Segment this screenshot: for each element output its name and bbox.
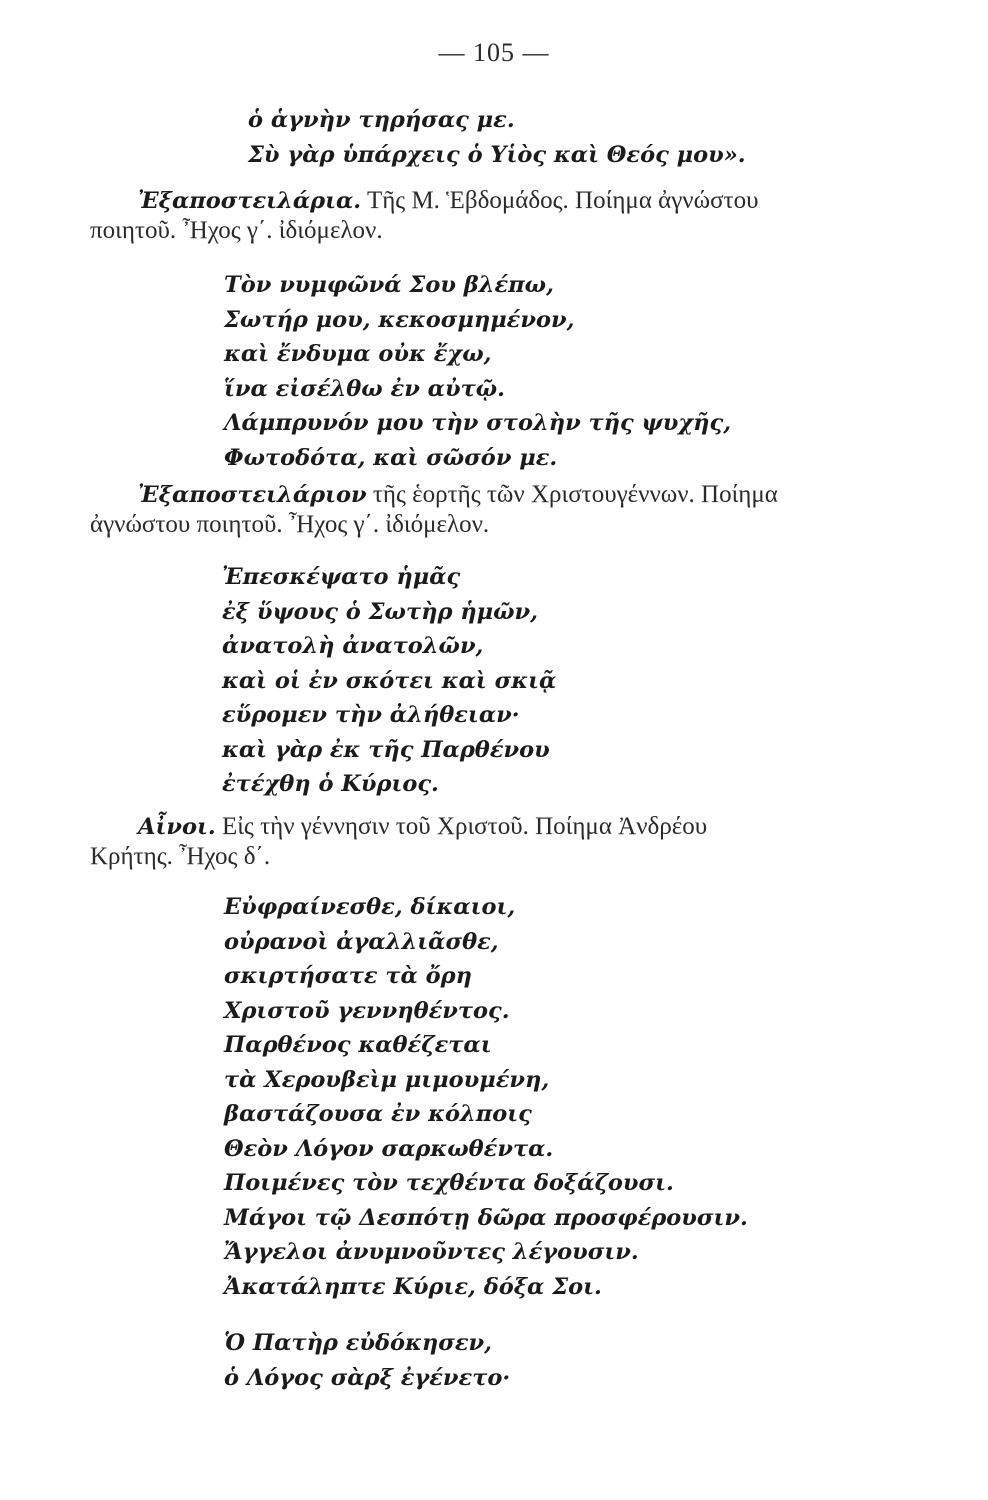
verse-line: Σὺ γὰρ ὑπάρχεις ὁ Υἱὸς καὶ Θεός μου». [248, 141, 746, 168]
verse-block-5 [224, 1326, 510, 1395]
verse-line: καὶ οἱ ἐν σκότει καὶ σκιᾷ [222, 667, 557, 694]
verse-line: Ἐπεσκέψατο ἡμᾶς [222, 564, 461, 590]
verse-line: ἐξ ὕψους ὁ Σωτὴρ ἡμῶν, [222, 598, 538, 625]
section-heading: Αἶνοι. [138, 814, 216, 840]
section-heading: Ἐξαποστειλάρια. [138, 188, 362, 214]
verse-line: Φωτοδότα, καὶ σῶσόν με. [224, 444, 558, 471]
verse-line: ὁ ἁγνὴν τηρήσας με. [248, 107, 515, 133]
verse-block-1 [248, 103, 746, 172]
verse-line: ἀνατολὴ ἀνατολῶν, [222, 633, 484, 659]
verse-line: Σωτήρ μου, κεκοσμημένον, [224, 306, 575, 333]
verse-line: ὁ Λόγος σὰρξ ἐγένετο· [224, 1364, 511, 1391]
verse-line: Μάγοι τῷ Δεσπότῃ δῶρα προσφέρουσιν. [224, 1204, 748, 1231]
paragraph-text: Εἰς τὴν γέννησιν τοῦ Χριστοῦ. Ποίημα Ἀνδρέου [215, 813, 708, 840]
verse-line: Χριστοῦ γεννηθέντος. [224, 997, 510, 1024]
paragraph-exaposteilarion [90, 480, 778, 540]
verse-line: σκιρτήσατε τὰ ὄρη [224, 963, 472, 989]
verse-line: βαστάζουσα ἐν κόλποις [224, 1101, 532, 1127]
verse-line: Ἄγγελοι ἀνυμνοῦντες λέγουσιν. [224, 1239, 639, 1265]
paragraph-text: Τῆς Μ. Ἑβδομάδος. Ποίημα ἀγνώστου [361, 187, 759, 214]
paragraph-text: τῆς ἑορτῆς τῶν Χριστουγέννων. Ποίημα [366, 481, 778, 508]
paragraph-line-1 [90, 480, 778, 510]
paragraph-line-1 [90, 812, 707, 842]
paragraph-line-2: ἀγνώστου ποιητοῦ. Ἦχος γ΄. ἰδιόμελον. [90, 511, 490, 538]
verse-line: Ἀκατάληπτε Κύριε, δόξα Σοι. [224, 1273, 602, 1300]
verse-line: καὶ ἔνδυμα οὐκ ἔχω, [224, 341, 492, 367]
section-heading: Ἐξαποστειλάριον [138, 482, 367, 508]
verse-block-4 [224, 890, 748, 1304]
paragraph-line-2: Κρήτης. Ἦχος δ΄. [90, 843, 271, 870]
verse-block-2 [224, 268, 731, 475]
verse-line: Ποιμένες τὸν τεχθέντα δοξάζουσι. [224, 1170, 674, 1196]
verse-line: καὶ γὰρ ἐκ τῆς Παρθένου [222, 736, 550, 763]
verse-line: ἵνα εἰσέλθω ἐν αὐτῷ. [224, 375, 505, 402]
paragraph-line-1 [90, 186, 758, 216]
paragraph-line-2: ποιητοῦ. Ἦχος γ΄. ἰδιόμελον. [90, 217, 383, 244]
verse-line: Παρθένος καθέζεται [224, 1032, 492, 1058]
verse-line: Τὸν νυμφῶνά Σου βλέπω, [224, 272, 554, 298]
verse-line: τὰ Χερουβεὶμ μιμουμένη, [224, 1066, 550, 1093]
paragraph-ainoi [90, 812, 707, 872]
verse-line: εὕρομεν τὴν ἀλήθειαν· [222, 702, 520, 728]
page-number: — 105 — [438, 38, 550, 67]
verse-block-3 [222, 560, 556, 802]
verse-line: Εὐφραίνεσθε, δίκαιοι, [224, 894, 516, 920]
verse-line: ἐτέχθη ὁ Κύριος. [222, 771, 439, 797]
paragraph-exaposteilaria [90, 186, 758, 246]
verse-line: Ὁ Πατὴρ εὐδόκησεν, [224, 1330, 492, 1356]
verse-line: οὐρανοὶ ἀγαλλιᾶσθε, [224, 928, 499, 955]
verse-line: Λάμπρυνόν μου τὴν στολὴν τῆς ψυχῆς, [224, 410, 732, 436]
verse-line: Θεὸν Λόγον σαρκωθέντα. [224, 1135, 554, 1162]
